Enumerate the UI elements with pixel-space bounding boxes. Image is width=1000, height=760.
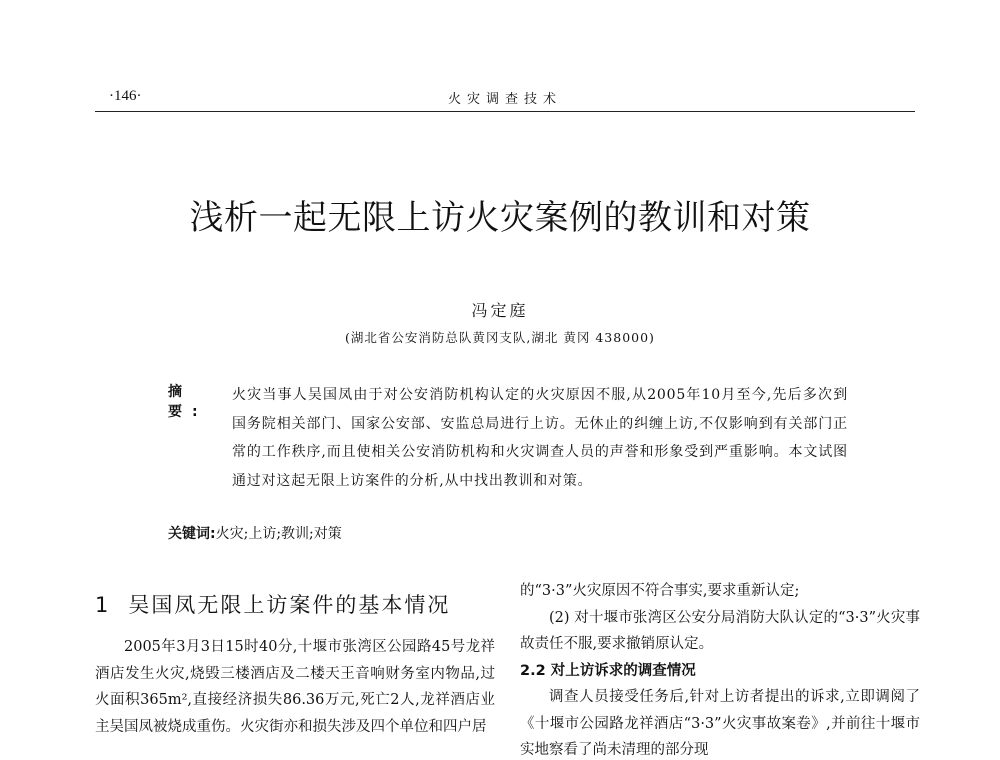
body-paragraph-right: 调查人员接受任务后,针对上访者提出的诉求,立即调阅了《十堰市公园路龙祥酒店“3·3”火灾事故案卷》,并前往十堰市实地察看了尚未清理的部分现: [520, 689, 920, 758]
page-number: ·146·: [109, 88, 142, 104]
article-title: 浅析一起无限上访火灾案例的教训和对策: [189, 198, 811, 238]
section-number: 1: [95, 593, 111, 617]
keywords: [168, 523, 848, 543]
list-item-2: (2) 对十堰市张湾区公安分局消防大队认定的“3·3”火灾事故责任不服,要求撤销原认定。: [520, 609, 920, 652]
author-name: 冯定庭: [471, 301, 529, 320]
section-heading-1: [95, 590, 495, 620]
body-paragraph: 2005年3月3日15时40分,十堰市张湾区公园路45号龙祥酒店发生火灾,烧毁三楼酒店及二楼天王音响财务室内物品,过火面积365m²,直接经济损失86.36万元,死亡2人,龙祥酒店业主吴国凤被烧成重伤。火灾街亦和损失涉及四个单位和四户居: [95, 639, 495, 735]
author-affiliation: (湖北省公安消防总队黄冈支队,湖北 黄冈 438000): [345, 330, 655, 345]
keywords-text: 火灾;上访;教训;对策: [215, 526, 342, 542]
abstract-text: 火灾当事人吴国凤由于对公安消防机构认定的火灾原因不服,从2005年10月至今,先后多次到国务院相关部门、国家公安部、安监总局进行上访。无休止的纠缠上访,不仅影响到有关部门正常的工作秩序,而且使相关公安消防机构和火灾调查人员的声誉和形象受到严重影响。本文试图通过对这起无限上访案件的分析,从中找出教训和对策。: [232, 387, 848, 489]
section-title: 吴国凤无限上访案件的基本情况: [128, 593, 451, 617]
running-head: 火灾调查技术: [447, 92, 562, 107]
left-column: [95, 590, 495, 740]
abstract: [168, 381, 848, 495]
subsection-heading: 2.2 对上访诉求的调查情况: [520, 662, 696, 679]
page-header: [95, 84, 915, 110]
abstract-label: 摘 要:: [168, 384, 208, 420]
continued-text: 的“3·3”火灾原因不符合事实,要求重新认定;: [520, 583, 800, 599]
right-column: [520, 578, 920, 760]
keywords-label: 关键词:: [168, 526, 216, 542]
header-rule: [95, 111, 915, 112]
